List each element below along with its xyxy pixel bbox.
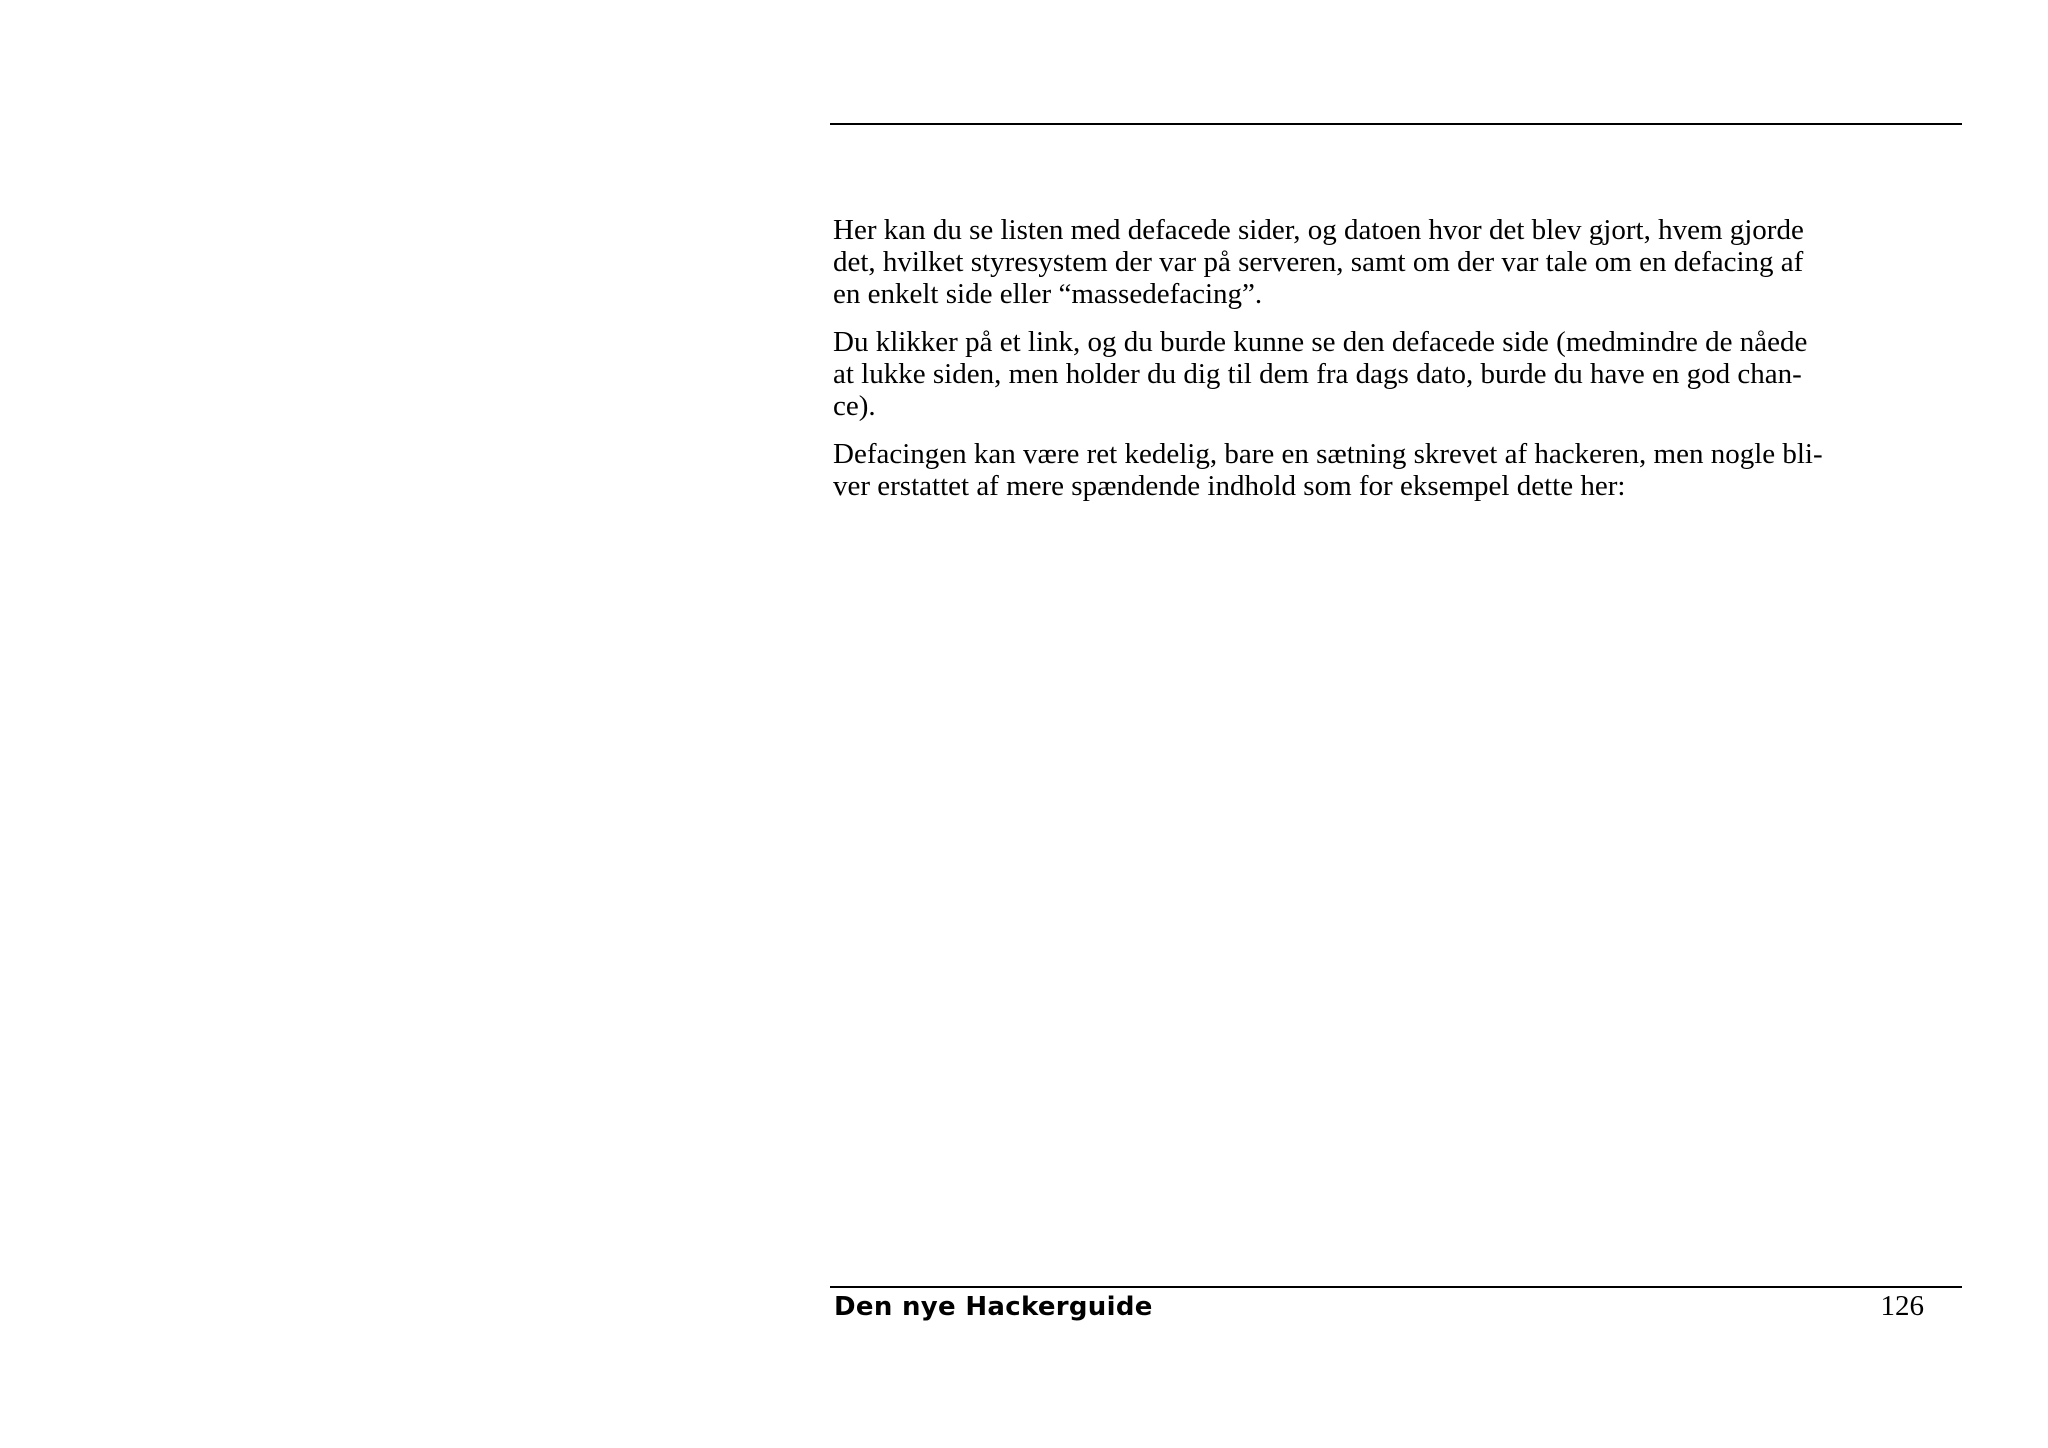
body-text	[833, 214, 1943, 518]
paragraph-line: at lukke siden, men holder du dig til dem fra dags dato, burde du have en god chan-	[833, 358, 1802, 390]
footer-title: Den nye Hackerguide	[834, 1292, 1153, 1322]
paragraph-line: Defacingen kan være ret kedelig, bare en sætning skrevet af hackeren, men nogle bli-	[833, 438, 1823, 470]
paragraph-2	[833, 326, 1943, 422]
paragraph-line: det, hvilket styresystem der var på serveren, samt om der var tale om en defacing af	[833, 246, 1804, 278]
paragraph-3	[833, 438, 1943, 502]
paragraph-line: Her kan du se listen med defacede sider, og datoen hvor det blev gjort, hvem gjorde	[833, 214, 1804, 246]
paragraph-line: en enkelt side eller “massedefacing”.	[833, 278, 1263, 310]
header-rule	[830, 123, 1962, 125]
footer-rule	[830, 1286, 1962, 1288]
page-number: 126	[1880, 1290, 1924, 1322]
paragraph-line: ver erstattet af mere spændende indhold som for eksempel dette her:	[833, 470, 1626, 502]
paragraph-1	[833, 214, 1943, 310]
paragraph-line: Du klikker på et link, og du burde kunne se den defacede side (medmindre de nåede	[833, 326, 1808, 358]
paragraph-line: ce).	[833, 390, 876, 422]
